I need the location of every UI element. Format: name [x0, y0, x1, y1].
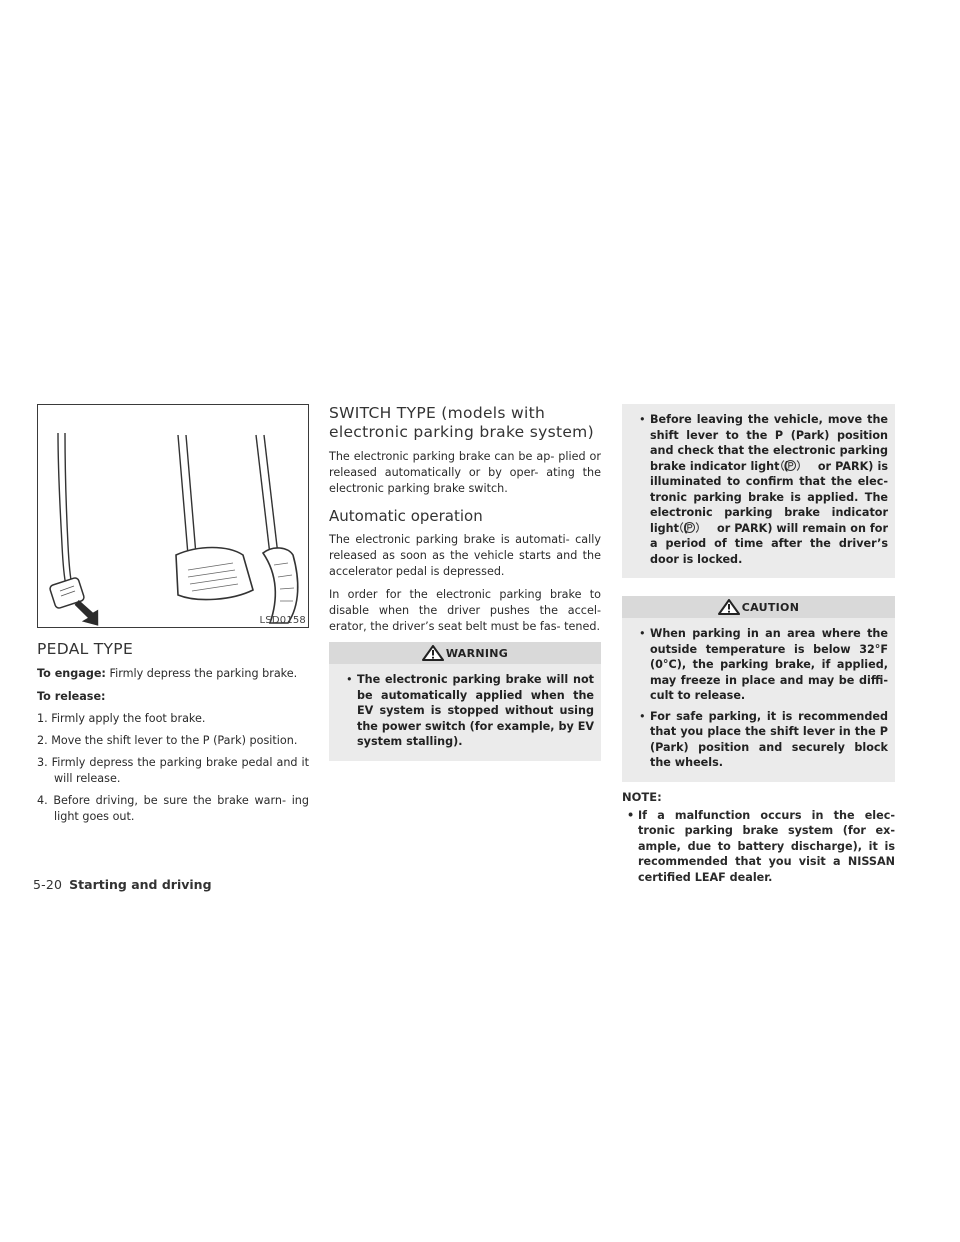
note-heading: NOTE: — [622, 789, 662, 804]
warning-item: • The electronic parking brake will not be automatically applied when the EV system is stopped without using the power switch (for example, by EV system stalling). — [346, 673, 594, 748]
warning-body — [329, 664, 601, 761]
release-step: 2. Move the shift lever to the P (Park) position. — [37, 734, 298, 747]
warning-header — [329, 642, 601, 664]
column-left — [37, 404, 309, 831]
column-middle — [329, 404, 601, 769]
pedal-type-heading: PEDAL TYPE — [37, 640, 134, 658]
switch-intro: The electronic parking brake can be ap- plied or released automatically or by oper- ating the electronic parking brake switch. — [329, 450, 601, 495]
caution-body — [622, 618, 895, 782]
note-item: • If a malfunction occurs in the elec- tronic parking brake system (for ex- ample, due to battery discharge), it is recommended that you visit a NISSAN certified LEAF dealer. — [627, 808, 895, 884]
warning-box-continued — [622, 404, 895, 578]
release-steps — [37, 711, 309, 825]
engage-label: To engage: — [37, 667, 106, 680]
bullet: • — [627, 808, 635, 822]
warning-item: • Before leaving the vehicle, move the shift lever to the P (Park) position and check that the electronic parking brake indicator light ( or PARK) is illuminated to confirm that the elec- tronic parking brake is applied. The electronic parking brake indicator light ( or PARK) will remain on for a period of time after the driver’s door is locked. — [639, 413, 889, 566]
release-label: To release: — [37, 690, 106, 703]
release-step: 4. Before driving, be sure the brake warn- ing light goes out. — [37, 794, 309, 823]
parking-brake-pedal-drawing — [38, 405, 308, 627]
warning-continued-body — [622, 404, 895, 578]
caution-header — [622, 596, 895, 618]
switch-type-heading: SWITCH TYPE (models with electronic parking brake system) — [329, 404, 594, 441]
automatic-paragraph-2: In order for the electronic parking brake to disable when the driver pushes the accel- erator, the driver’s seat belt must be fas- tened. — [329, 588, 601, 633]
caution-item: • For safe parking, it is recommended that you place the shift lever in the P (Park) position and securely block the wheels. — [639, 709, 888, 769]
bullet: • — [639, 627, 646, 640]
automatic-operation-heading: Automatic operation — [329, 507, 483, 525]
warning-heading: WARNING — [445, 646, 509, 660]
bullet: • — [639, 709, 646, 723]
page-footer — [33, 877, 212, 892]
engage-paragraph — [37, 666, 309, 682]
parking-brake-indicator-icon — [791, 459, 812, 472]
bullet: • — [346, 673, 353, 686]
caution-heading: CAUTION — [741, 600, 800, 614]
caution-item: • When parking in an area where the outside temperature is below 32°F (0°C), the parking brake, if applied, may freeze in place and may be diffi- cult to release. — [639, 627, 888, 702]
caution-box — [622, 596, 895, 782]
release-step: 3. Firmly depress the parking brake pedal and it will release. — [37, 756, 309, 785]
engage-text: Firmly depress the parking brake. — [105, 667, 298, 680]
section-title: Starting and driving — [69, 877, 212, 892]
warning-box — [329, 642, 601, 761]
column-right — [622, 404, 895, 885]
automatic-paragraph-1: The electronic parking brake is automati- cally released as soon as the vehicle starts and the accelerator pedal is depressed. — [329, 533, 601, 578]
figure-code: LSD0158 — [259, 615, 306, 626]
parking-brake-indicator-icon — [690, 521, 711, 534]
pedal-illustration — [37, 404, 309, 628]
warning-triangle-icon — [422, 645, 444, 661]
release-step: 1. Firmly apply the foot brake. — [37, 712, 206, 725]
page-number: 5-20 — [33, 877, 63, 892]
bullet: • — [639, 413, 646, 426]
warning-triangle-icon — [718, 599, 740, 615]
